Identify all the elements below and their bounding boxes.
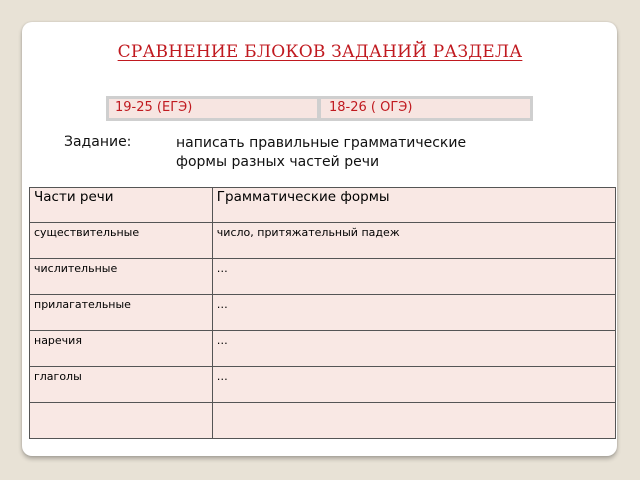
row-grammatical-form bbox=[212, 403, 615, 439]
grammar-forms-table bbox=[29, 187, 616, 439]
tag-oge: 18-26 ( ОГЭ) bbox=[321, 99, 530, 118]
slide-title: СРАВНЕНИЕ БЛОКОВ ЗАДАНИЙ РАЗДЕЛА bbox=[117, 42, 523, 62]
row-part-of-speech: глаголы bbox=[30, 367, 213, 403]
task-text-line-1: написать правильные грамматические bbox=[176, 135, 467, 151]
row-part-of-speech: прилагательные bbox=[30, 295, 213, 331]
tag-ege: 19-25 (ЕГЭ) bbox=[109, 99, 317, 118]
header-grammatical-forms: Грамматические формы bbox=[212, 188, 615, 223]
row-grammatical-form: … bbox=[212, 331, 615, 367]
header-parts-of-speech: Части речи bbox=[30, 188, 213, 223]
row-grammatical-form: … bbox=[212, 295, 615, 331]
table-row bbox=[30, 259, 616, 295]
row-part-of-speech bbox=[30, 403, 213, 439]
row-grammatical-form: … bbox=[212, 367, 615, 403]
task-text bbox=[176, 134, 576, 172]
table-row bbox=[30, 223, 616, 259]
table-header-row bbox=[30, 188, 616, 223]
row-part-of-speech: существительные bbox=[30, 223, 213, 259]
table-row bbox=[30, 403, 616, 439]
table-row bbox=[30, 367, 616, 403]
table-row bbox=[30, 295, 616, 331]
task-label: Задание: bbox=[64, 134, 132, 150]
row-part-of-speech: числительные bbox=[30, 259, 213, 295]
table-row bbox=[30, 331, 616, 367]
row-part-of-speech: наречия bbox=[30, 331, 213, 367]
task-text-line-2: формы разных частей речи bbox=[176, 154, 380, 170]
row-grammatical-form: … bbox=[212, 259, 615, 295]
exam-tags-bar bbox=[106, 96, 533, 121]
row-grammatical-form: число, притяжательный падеж bbox=[212, 223, 615, 259]
